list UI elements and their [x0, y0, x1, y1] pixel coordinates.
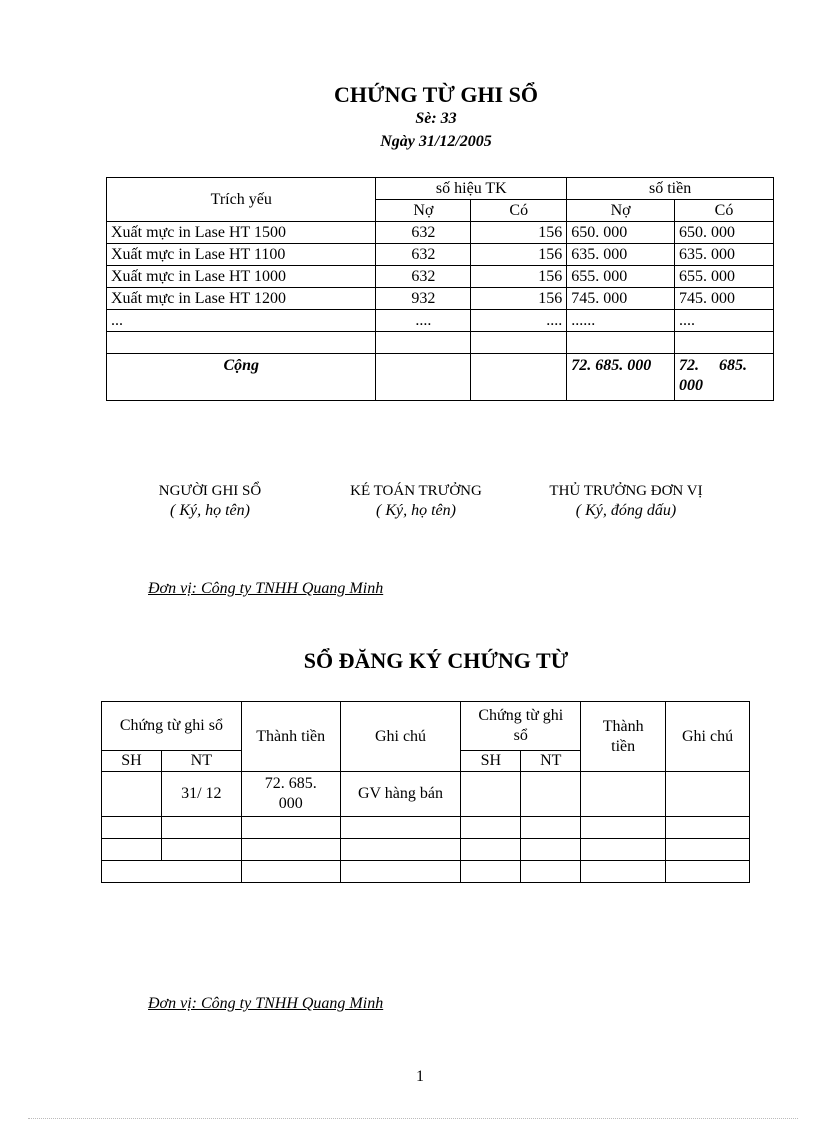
signature-note: ( Ký, họ tên): [170, 502, 250, 519]
row-description: Xuất mực in Lase HT 1100: [107, 244, 376, 266]
header-voucher-2-line2: sổ: [513, 727, 528, 744]
page-bottom-rule: [28, 1118, 798, 1119]
row-debit-account: 632: [376, 244, 471, 266]
table-row-empty: [102, 839, 750, 861]
signature-role: NGƯỜI GHI SỔ: [158, 483, 262, 499]
row-credit-amount: 655. 000: [675, 266, 774, 288]
signature-chief-accountant: [306, 483, 526, 520]
header-note-2: Ghi chú: [666, 702, 750, 772]
row-description: ...: [107, 310, 376, 332]
row-description: Xuất mực in Lase HT 1000: [107, 266, 376, 288]
row-debit-amount: 745. 000: [567, 288, 675, 310]
table-row: [107, 310, 774, 332]
header-note: Ghi chú: [340, 702, 461, 772]
row-debit-amount: 655. 000: [567, 266, 675, 288]
header-summary: Trích yếu: [107, 178, 376, 222]
signature-unit-head: [516, 483, 736, 520]
total-label: Cộng: [107, 354, 376, 401]
row-credit-account: 156: [471, 266, 567, 288]
table-row: [102, 772, 750, 817]
header-amount-2: [581, 702, 666, 772]
header-voucher-2: [461, 702, 581, 751]
row-debit-account: ....: [376, 310, 471, 332]
row-credit-amount: 650. 000: [675, 222, 774, 244]
row-debit-amount: 650. 000: [567, 222, 675, 244]
header-sh-2: SH: [461, 751, 521, 772]
voucher-table: [106, 177, 774, 401]
register-title: SỔ ĐĂNG KÝ CHỨNG TỪ: [303, 648, 569, 673]
voucher-number: Sè: 33: [415, 110, 457, 127]
header-sh: SH: [102, 751, 162, 772]
header-amount-group: số tiền: [567, 178, 774, 200]
row-debit-amount: ......: [567, 310, 675, 332]
total-debit-amount: 72. 685. 000: [567, 354, 675, 401]
signature-note: ( Ký, họ tên): [376, 502, 456, 519]
total-credit-amount: [675, 354, 774, 401]
table-row: [107, 288, 774, 310]
header-debit-amount: Nợ: [567, 200, 675, 222]
header-credit-amount: Có: [675, 200, 774, 222]
row-debit-account: 932: [376, 288, 471, 310]
header-debit-account: Nợ: [376, 200, 471, 222]
voucher-title: CHỨNG TỪ GHI SỔ: [334, 82, 538, 107]
table-row: [107, 266, 774, 288]
header-nt: NT: [161, 751, 241, 772]
signature-bookkeeper: [100, 483, 320, 520]
header-voucher: Chứng từ ghi sổ: [102, 702, 242, 751]
header-credit-account: Có: [471, 200, 567, 222]
voucher-date: Ngày 31/12/2005: [380, 133, 492, 150]
row-description: Xuất mực in Lase HT 1200: [107, 288, 376, 310]
header-amount: Thành tiền: [241, 702, 340, 772]
total-credit-amount-line1: 72. 685.: [679, 357, 748, 374]
header-amount-2-line1: Thành: [602, 717, 644, 735]
table-row: [107, 222, 774, 244]
table-row-empty: [107, 332, 774, 354]
total-row: [107, 354, 774, 401]
row-amount-line2: 000: [278, 795, 303, 812]
register-table: [101, 701, 750, 883]
unit-line: Đơn vị: Công ty TNHH Quang Minh: [148, 580, 384, 597]
row-credit-amount: 635. 000: [675, 244, 774, 266]
row-description: Xuất mực in Lase HT 1500: [107, 222, 376, 244]
row-credit-account: 156: [471, 244, 567, 266]
header-account-group: số hiệu TK: [376, 178, 567, 200]
total-credit-amount-line2: 000: [679, 377, 704, 394]
signature-note: ( Ký, đóng dấu): [575, 502, 677, 519]
row-credit-account: ....: [471, 310, 567, 332]
row-nt: 31/ 12: [161, 772, 241, 817]
row-credit-account: 156: [471, 222, 567, 244]
row-note: GV hàng bán: [340, 772, 461, 817]
row-debit-account: 632: [376, 222, 471, 244]
signature-role: THỦ TRƯỞNG ĐƠN VỊ: [549, 483, 703, 499]
row-credit-account: 156: [471, 288, 567, 310]
header-nt-2: NT: [521, 751, 581, 772]
row-debit-account: 632: [376, 266, 471, 288]
unit-line-bottom: Đơn vị: Công ty TNHH Quang Minh: [148, 995, 384, 1012]
row-amount: [241, 772, 340, 817]
row-debit-amount: 635. 000: [567, 244, 675, 266]
row-credit-amount: 745. 000: [675, 288, 774, 310]
row-amount-line1: 72. 685.: [264, 775, 317, 792]
header-voucher-2-line1: Chứng từ ghi: [478, 707, 564, 724]
row-credit-amount: ....: [675, 310, 774, 332]
table-row-empty: [102, 861, 750, 883]
header-amount-2-line2: tiền: [611, 737, 636, 755]
table-row: [107, 244, 774, 266]
page-number: 1: [416, 1068, 424, 1085]
table-row-empty: [102, 817, 750, 839]
signature-role: KÉ TOÁN TRƯỞNG: [350, 483, 482, 499]
